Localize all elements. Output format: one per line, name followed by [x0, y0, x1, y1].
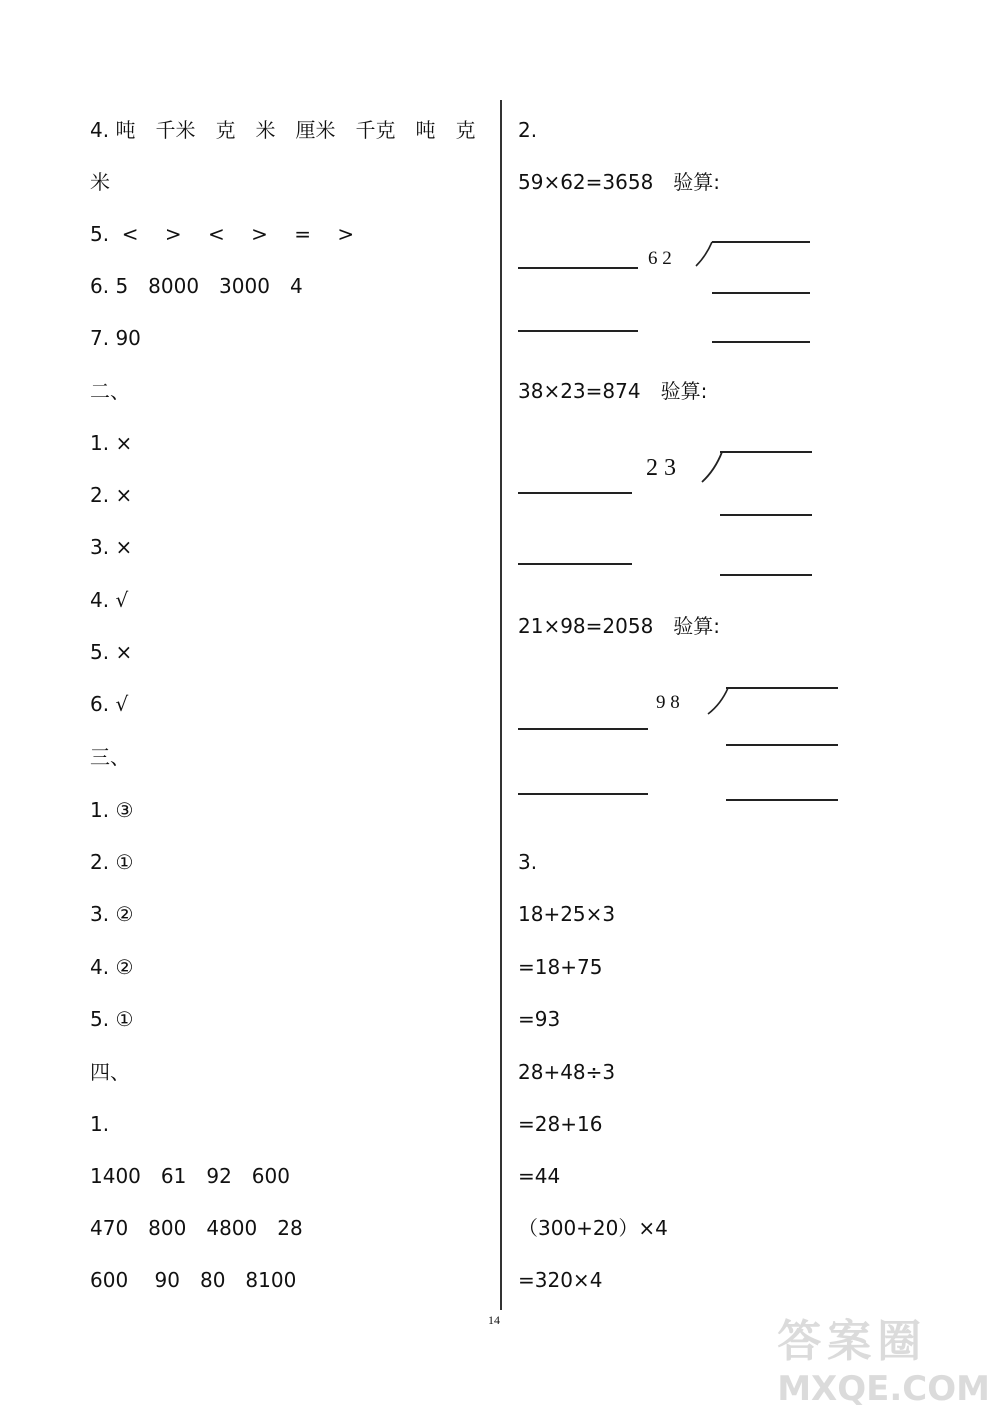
step-8: =320×4 — [518, 1268, 603, 1292]
calc-answer-row-3: 600 90 80 8100 — [90, 1268, 297, 1292]
judge-answer-5: 5. × — [90, 640, 133, 664]
section-heading-4: 四、 — [90, 1060, 130, 1084]
calc-answer-row-1: 1400 61 92 600 — [90, 1164, 290, 1188]
watermark-title: 答案圈 — [777, 1316, 928, 1367]
division-top-line — [712, 241, 810, 243]
question-2-label: 2. — [518, 118, 538, 142]
calc-answer-row-2: 470 800 4800 28 — [90, 1216, 303, 1240]
column-divider — [500, 100, 502, 1310]
answer-line-6: 6. 5 8000 3000 4 — [90, 274, 303, 298]
sum-line — [518, 330, 638, 332]
question-3-label: 3. — [518, 850, 538, 874]
choice-answer-4: 4. ② — [90, 955, 134, 979]
equation-2: 38×23=874 验算: — [518, 379, 708, 403]
equation-1: 59×62=3658 验算: — [518, 170, 721, 194]
sum-line — [518, 563, 632, 565]
divisor: 6 2 — [648, 248, 672, 269]
division-bracket — [700, 450, 724, 484]
watermark-url: MXQE.COM — [777, 1369, 990, 1409]
division-line-2 — [720, 574, 812, 576]
step-7: （300+20）×4 — [518, 1216, 668, 1240]
judge-answer-2: 2. × — [90, 483, 133, 507]
division-bracket — [694, 240, 714, 268]
judge-answer-6: 6. √ — [90, 692, 129, 716]
division-line-1 — [726, 744, 838, 746]
step-2: =18+75 — [518, 955, 603, 979]
judge-answer-1: 1. × — [90, 431, 133, 455]
section-heading-2: 二、 — [90, 379, 130, 403]
product-line — [518, 492, 632, 494]
division-top-line — [720, 451, 812, 453]
product-line — [518, 728, 648, 730]
divisor: 9 8 — [656, 692, 680, 713]
step-4: 28+48÷3 — [518, 1060, 616, 1084]
choice-answer-2: 2. ① — [90, 850, 134, 874]
division-line-2 — [726, 799, 838, 801]
choice-answer-1: 1. ③ — [90, 798, 134, 822]
answer-line-5: 5. < > < > = > — [90, 222, 355, 246]
division-top-line — [726, 687, 838, 689]
step-6: =44 — [518, 1164, 561, 1188]
page-number: 14 — [488, 1313, 500, 1327]
judge-answer-4: 4. √ — [90, 588, 129, 612]
calc-answer-heading: 1. — [90, 1112, 110, 1136]
answer-line-4: 4. 吨 千米 克 米 厘米 千克 吨 克 — [90, 118, 476, 142]
choice-answer-3: 3. ② — [90, 902, 134, 926]
division-line-1 — [712, 292, 810, 294]
answer-line-7: 7. 90 — [90, 326, 141, 350]
division-line-1 — [720, 514, 812, 516]
watermark-logo — [777, 1305, 990, 1409]
section-heading-3: 三、 — [90, 745, 130, 769]
product-line — [518, 267, 638, 269]
judge-answer-3: 3. × — [90, 535, 133, 559]
step-5: =28+16 — [518, 1112, 603, 1136]
sum-line — [518, 793, 648, 795]
equation-3: 21×98=2058 验算: — [518, 614, 721, 638]
answer-line-4-cont: 米 — [90, 170, 110, 194]
choice-answer-5: 5. ① — [90, 1007, 134, 1031]
divisor: 2 3 — [646, 455, 676, 481]
step-1: 18+25×3 — [518, 902, 616, 926]
division-bracket — [706, 686, 730, 716]
step-3: =93 — [518, 1007, 561, 1031]
division-line-2 — [712, 341, 810, 343]
